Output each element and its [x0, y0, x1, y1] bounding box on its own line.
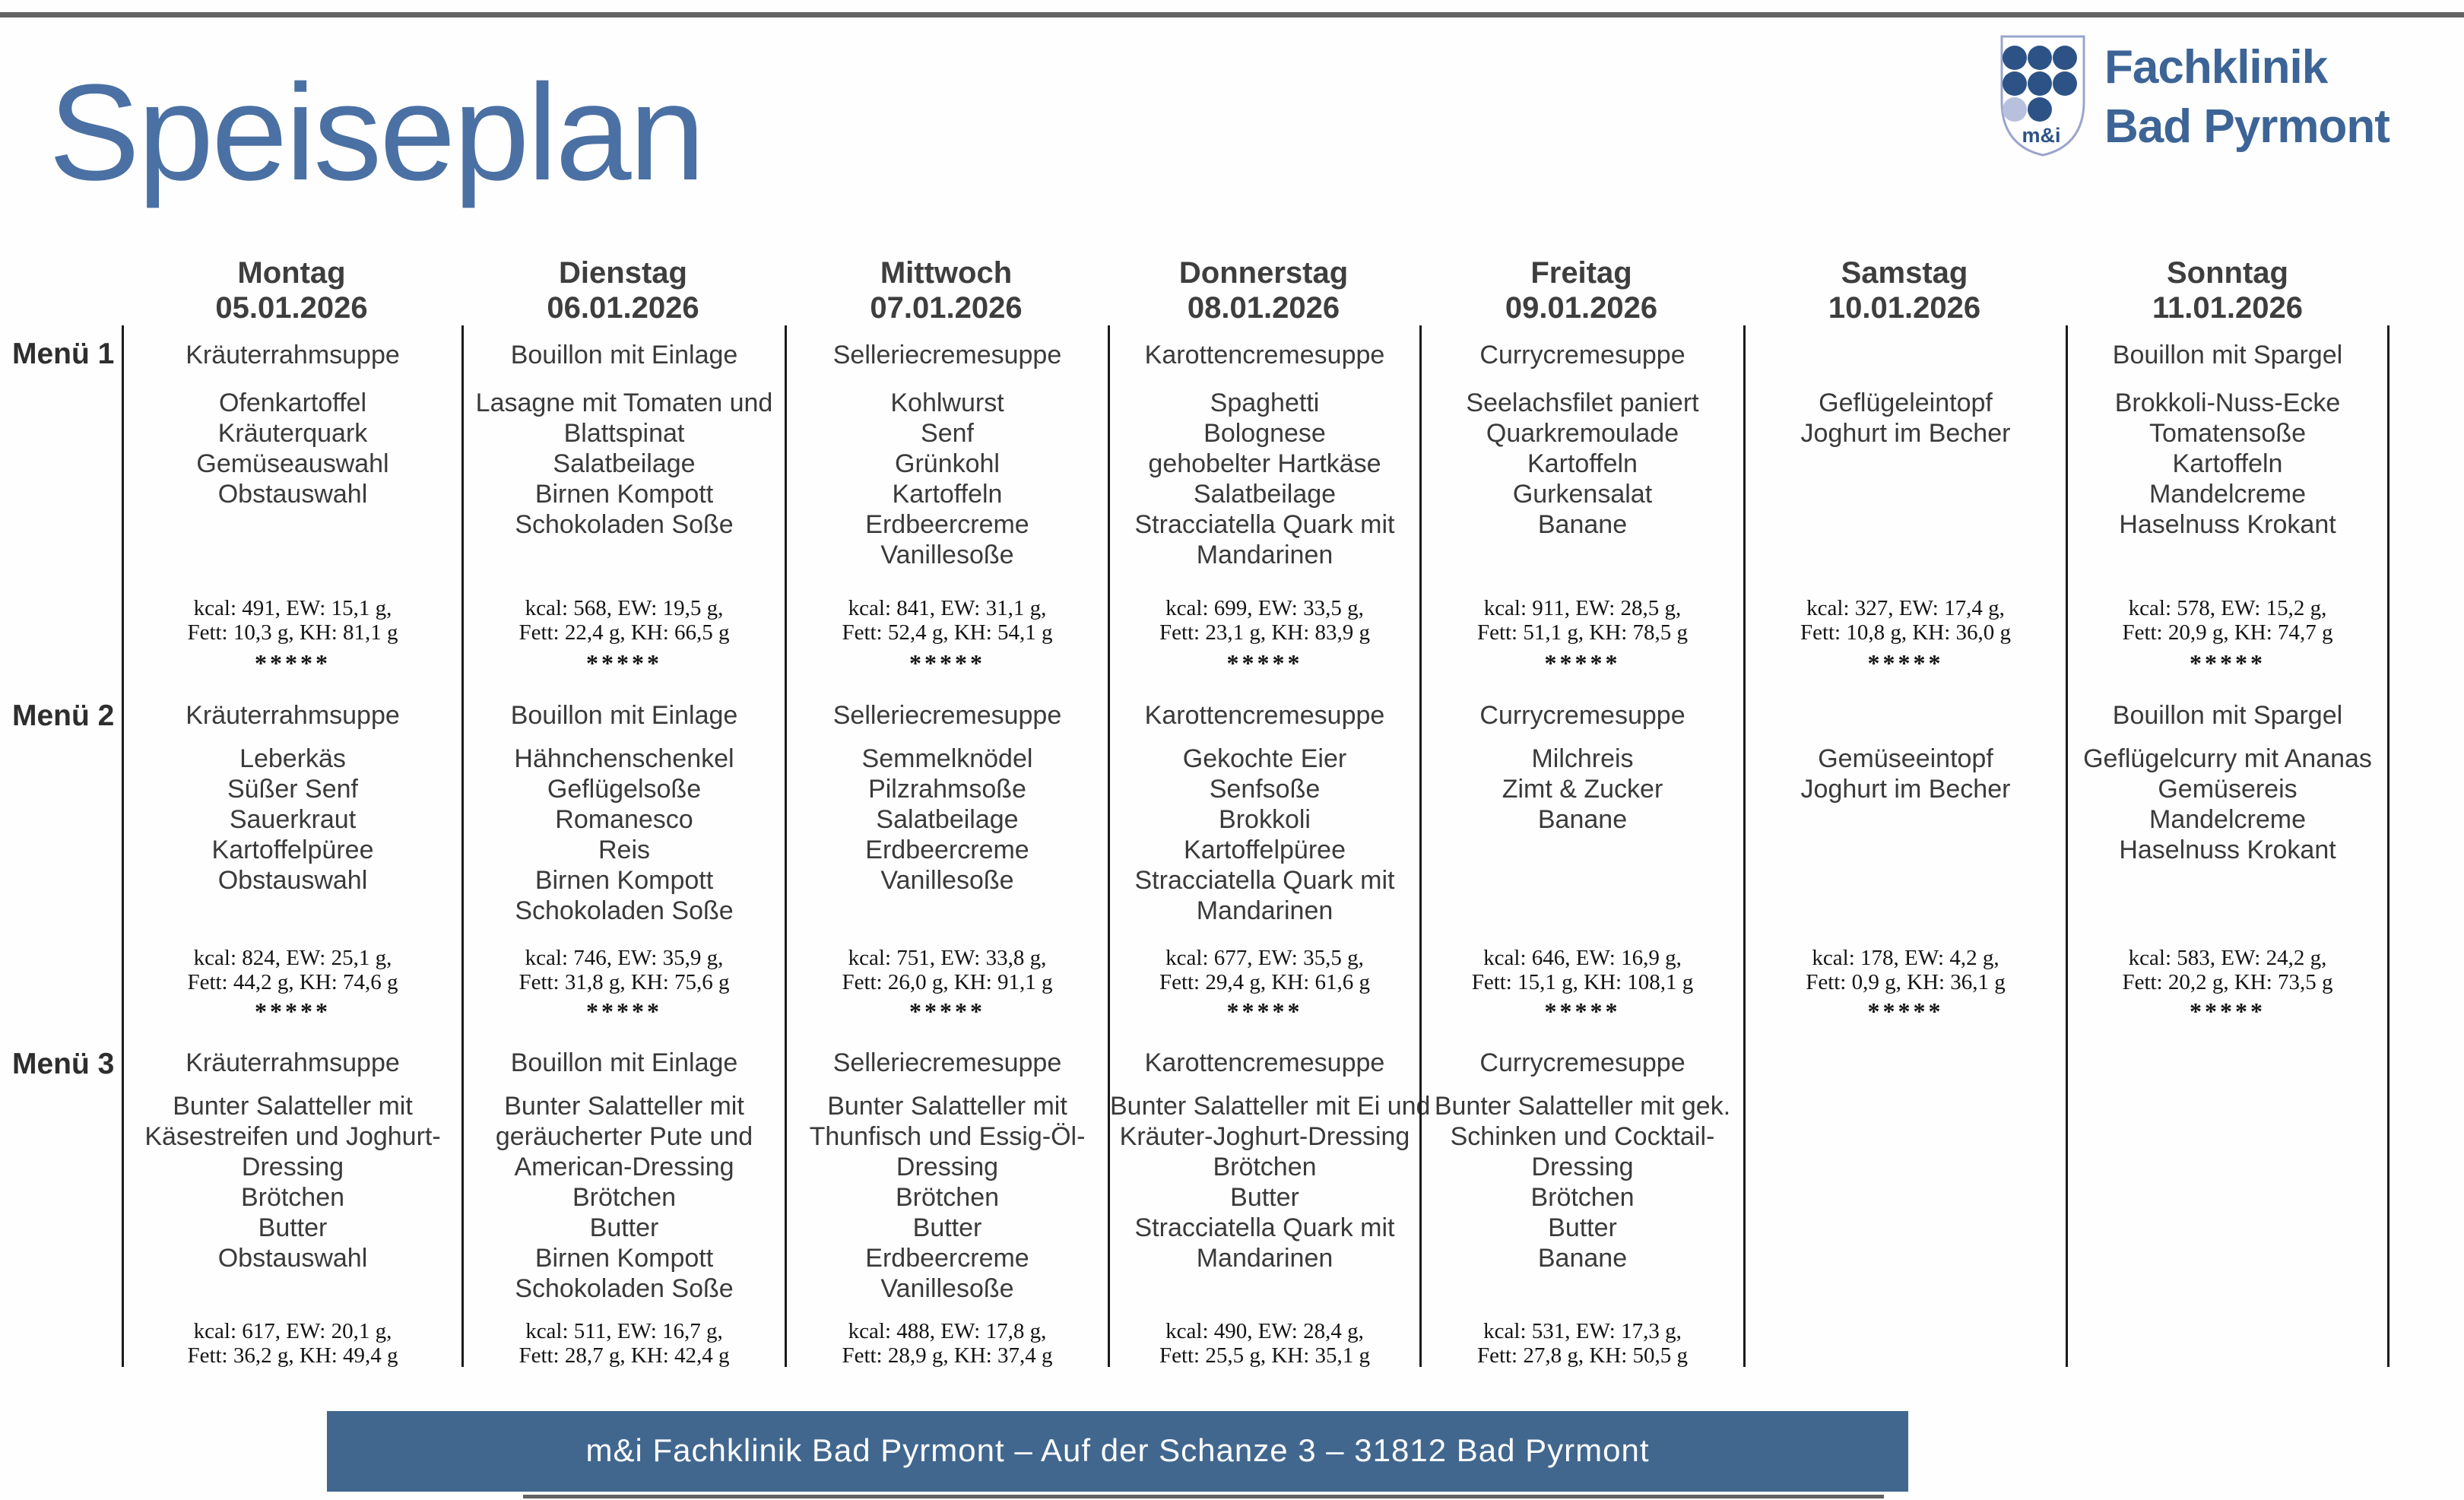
kcal-line: kcal: 568, EW: 19,5 g, [525, 596, 724, 620]
nutrition-info [787, 1319, 1108, 1368]
dish-line: Butter [589, 1213, 659, 1242]
dish-line: Butter [1230, 1183, 1299, 1212]
nutrition-info [124, 596, 461, 645]
dish-line: Butter [912, 1213, 982, 1242]
kcal-line: kcal: 327, EW: 17,4 g, [1806, 596, 2005, 620]
kcal-line: kcal: 751, EW: 33,8 g, [848, 946, 1047, 970]
menu3-dienstag-cell [461, 1038, 785, 1367]
dish-list [2068, 744, 2387, 865]
dish-line: Gemüseauswahl [196, 449, 389, 478]
dish-list [464, 388, 785, 540]
clinic-name-line1: Fachklinik [2104, 41, 2328, 94]
dish-line: Vanillesoße [880, 541, 1014, 569]
dish-line: Stracciatella Quark mit [1134, 866, 1395, 895]
nutrition-info [464, 1319, 785, 1368]
day-header-row [122, 255, 2389, 325]
kcal-line: kcal: 491, EW: 15,1 g, [193, 596, 392, 620]
soup-name: Selleriecremesuppe [832, 701, 1062, 730]
dish-line: Senf [921, 419, 974, 448]
nutrition-info [464, 596, 785, 645]
dish-line: Joghurt im Becher [1800, 775, 2011, 804]
dish-line: Geflügelsoße [547, 775, 702, 804]
nutrition-info [1746, 596, 2066, 645]
soup-name: Karottencremesuppe [1144, 701, 1385, 730]
dish-line: Joghurt im Becher [1800, 419, 2011, 448]
fett-line: Fett: 28,7 g, KH: 42,4 g [518, 1343, 730, 1368]
stars-separator: ***** [586, 649, 662, 677]
dish-line: Bunter Salatteller mit [827, 1092, 1067, 1121]
menu1-montag-cell [122, 325, 461, 692]
nutrition-info [1110, 596, 1419, 645]
menu-label-1: Menü 1 [12, 338, 115, 370]
dish-line: Käsestreifen und Joghurt- [144, 1122, 441, 1151]
nutrition-info [1110, 1319, 1419, 1368]
dish-line: Brötchen [572, 1183, 677, 1212]
dish-line: Bunter Salatteller mit [173, 1092, 413, 1121]
dish-list [124, 388, 461, 509]
soup-name: Bouillon mit Einlage [510, 341, 738, 369]
dish-line: Gurkensalat [1512, 480, 1653, 509]
dish-line: Vanillesoße [880, 1274, 1014, 1303]
dish-line: Milchreis [1531, 744, 1634, 773]
dish-list [1746, 744, 2066, 804]
dish-line: Mandarinen [1196, 541, 1333, 569]
dish-list [124, 1091, 461, 1273]
nutrition-info [124, 946, 461, 994]
shield-label: m&i [2022, 124, 2061, 147]
dish-line: Bolognese [1203, 419, 1326, 448]
dish-line: Mandarinen [1196, 1244, 1333, 1273]
dish-line: Thunfisch und Essig-Öl- [809, 1122, 1086, 1151]
day-date: 07.01.2026 [870, 291, 1023, 325]
day-date: 06.01.2026 [547, 291, 699, 325]
stars-separator: ***** [1867, 649, 1944, 677]
day-date: 09.01.2026 [1505, 291, 1658, 325]
dish-line: Lasagne mit Tomaten und [475, 388, 773, 417]
kcal-line: kcal: 841, EW: 31,1 g, [848, 596, 1047, 620]
dish-line: Semmelknödel [861, 744, 1033, 773]
dish-line: Brokkoli-Nuss-Ecke [2114, 388, 2341, 417]
dish-list [1110, 744, 1419, 926]
dish-line: Birnen Kompott [534, 1244, 714, 1273]
dish-line: Mandelcreme [2149, 805, 2306, 834]
clinic-name [2104, 33, 2389, 161]
kcal-line: kcal: 488, EW: 17,8 g, [848, 1319, 1047, 1343]
soup-name: Karottencremesuppe [1144, 1048, 1385, 1077]
clinic-name-line2: Bad Pyrmont [2104, 100, 2389, 153]
dish-line: Bunter Salatteller mit [504, 1092, 744, 1121]
fett-line: Fett: 51,1 g, KH: 78,5 g [1476, 620, 1689, 645]
fett-line: Fett: 29,4 g, KH: 61,6 g [1159, 970, 1371, 994]
soup-name: Kräuterrahmsuppe [186, 701, 400, 730]
kcal-line: kcal: 677, EW: 35,5 g, [1165, 946, 1364, 970]
menu2-mittwoch-cell [785, 692, 1108, 1038]
day-date: 05.01.2026 [215, 291, 368, 325]
clinic-logo [1998, 33, 2389, 161]
dish-line: Blattspinat [563, 419, 685, 448]
kcal-line: kcal: 824, EW: 25,1 g, [193, 946, 392, 970]
menu-label-3: Menü 3 [12, 1048, 115, 1080]
dish-line: Erdbeercreme [865, 836, 1029, 864]
dish-line: Geflügeleintopf [1819, 388, 1993, 417]
stars-separator: ***** [1226, 649, 1303, 677]
dish-line: Sauerkraut [229, 805, 357, 834]
dish-line: Hähnchenschenkel [514, 744, 734, 773]
dish-line: Kräuter-Joghurt-Dressing [1119, 1122, 1410, 1151]
dish-line: gehobelter Hartkäse [1148, 449, 1381, 478]
kcal-line: kcal: 617, EW: 20,1 g, [193, 1319, 392, 1343]
nutrition-info [1422, 946, 1743, 994]
soup-name: Bouillon mit Spargel [2112, 701, 2343, 730]
fett-line: Fett: 22,4 g, KH: 66,5 g [518, 620, 730, 645]
day-name: Samstag [1841, 256, 1968, 290]
dish-line: Haselnuss Krokant [2119, 836, 2336, 864]
dish-line: Salatbeilage [876, 805, 1019, 834]
day-date: 10.01.2026 [1828, 291, 1981, 325]
day-name: Freitag [1530, 256, 1632, 290]
dish-list [787, 744, 1108, 896]
dish-line: Kartoffeln [892, 480, 1003, 509]
dish-line: Quarkremoulade [1486, 419, 1679, 448]
fett-line: Fett: 28,9 g, KH: 37,4 g [842, 1343, 1053, 1368]
dish-line: Schokoladen Soße [515, 510, 734, 539]
menu1-samstag-cell [1743, 325, 2066, 692]
dish-line: Brötchen [1530, 1183, 1635, 1212]
dish-line: Kartoffelpüree [211, 836, 374, 864]
stars-separator: ***** [255, 649, 331, 677]
dish-line: Banane [1537, 805, 1628, 834]
dish-line: Banane [1537, 510, 1628, 539]
dish-list [464, 1091, 785, 1304]
dish-list [464, 744, 785, 926]
dish-line: Mandarinen [1196, 896, 1333, 925]
dish-line: Mandelcreme [2149, 480, 2306, 509]
dish-line: Butter [258, 1213, 328, 1242]
dish-line: Schinken und Cocktail- [1450, 1122, 1715, 1151]
kcal-line: kcal: 578, EW: 15,2 g, [2128, 596, 2327, 620]
dish-line: Dressing [1531, 1153, 1634, 1181]
kcal-line: kcal: 699, EW: 33,5 g, [1165, 596, 1364, 620]
nutrition-info [1746, 946, 2066, 994]
menu2-dienstag-cell [461, 692, 785, 1038]
dish-line: Stracciatella Quark mit [1134, 1213, 1395, 1242]
scan-edge-top [0, 12, 2464, 17]
soup-name: Kräuterrahmsuppe [186, 341, 400, 369]
dish-line: Vanillesoße [880, 866, 1014, 895]
stars-separator: ***** [2190, 649, 2266, 677]
dish-line: Seelachsfilet paniert [1466, 388, 1699, 417]
kcal-line: kcal: 646, EW: 16,9 g, [1483, 946, 1682, 970]
nutrition-info [787, 946, 1108, 994]
stars-separator: ***** [255, 997, 331, 1025]
fett-line: Fett: 27,8 g, KH: 50,5 g [1476, 1343, 1689, 1368]
fett-line: Fett: 52,4 g, KH: 54,1 g [842, 620, 1053, 645]
footer-address-bar: m&i Fachklinik Bad Pyrmont – Auf der Schanze 3 – 31812 Bad Pyrmont [327, 1411, 1908, 1492]
menu1-dienstag-cell [461, 325, 785, 692]
soup-name: Bouillon mit Spargel [2112, 341, 2343, 369]
dish-line: Leberkäs [239, 744, 346, 773]
soup-name: Selleriecremesuppe [832, 1048, 1062, 1077]
menu2-freitag-cell [1419, 692, 1743, 1038]
nutrition-info [464, 946, 785, 994]
menu3-montag-cell [122, 1038, 461, 1367]
dish-line: Bunter Salatteller mit gek. [1434, 1092, 1731, 1121]
menu3-freitag-cell [1419, 1038, 1743, 1367]
dish-line: Erdbeercreme [865, 510, 1029, 539]
stars-separator: ***** [586, 997, 662, 1025]
nutrition-info [1422, 596, 1743, 645]
dish-list [124, 744, 461, 896]
menu1-freitag-cell [1419, 325, 1743, 692]
menu2-samstag-cell [1743, 692, 2066, 1038]
menu2-sonntag-cell [2066, 692, 2389, 1038]
menu3-sonntag-cell [2066, 1038, 2389, 1367]
fett-line: Fett: 23,1 g, KH: 83,9 g [1159, 620, 1371, 645]
soup-name: Bouillon mit Einlage [510, 1048, 738, 1077]
kcal-line: kcal: 178, EW: 4,2 g, [1812, 946, 1999, 970]
menu1-mittwoch-cell [785, 325, 1108, 692]
dish-list [1422, 1091, 1743, 1273]
dish-line: Tomatensoße [2149, 419, 2306, 448]
fett-line: Fett: 10,3 g, KH: 81,1 g [187, 620, 398, 645]
kcal-line: kcal: 911, EW: 28,5 g, [1483, 596, 1682, 620]
dish-list [2068, 388, 2387, 540]
dish-line: Pilzrahmsoße [868, 775, 1026, 804]
soup-name: Karottencremesuppe [1144, 341, 1385, 369]
day-name: Mittwoch [880, 256, 1013, 290]
dish-line: Banane [1537, 1244, 1628, 1273]
day-date: 08.01.2026 [1187, 291, 1340, 325]
dish-list [1746, 388, 2066, 449]
dish-line: geräucherter Pute und [495, 1122, 753, 1151]
dish-line: Haselnuss Krokant [2119, 510, 2336, 539]
fett-line: Fett: 26,0 g, KH: 91,1 g [842, 970, 1053, 994]
kcal-line: kcal: 490, EW: 28,4 g, [1165, 1319, 1364, 1343]
day-header-sonntag [2066, 255, 2389, 325]
dish-list [1422, 744, 1743, 835]
day-header-dienstag [461, 255, 785, 325]
dish-line: Bunter Salatteller mit Ei und [1110, 1092, 1431, 1121]
dish-list [1422, 388, 1743, 540]
day-header-freitag [1419, 255, 1743, 325]
dish-line: Erdbeercreme [865, 1244, 1029, 1273]
dish-line: Kräuterquark [217, 419, 368, 448]
day-header-montag [122, 255, 461, 325]
day-header-donnerstag [1108, 255, 1419, 325]
stars-separator: ***** [909, 997, 985, 1025]
dish-line: Brötchen [895, 1183, 1000, 1212]
soup-name: Currycremesuppe [1479, 1048, 1685, 1077]
dish-line: Kartoffeln [2172, 449, 2283, 478]
dish-line: Obstauswahl [217, 480, 368, 509]
fett-line: Fett: 15,1 g, KH: 108,1 g [1471, 970, 1694, 994]
day-date: 11.01.2026 [2152, 291, 2303, 325]
kcal-line: kcal: 511, EW: 16,7 g, [525, 1319, 723, 1343]
nutrition-info [124, 1319, 461, 1368]
dish-line: Romanesco [555, 805, 693, 834]
dish-line: Salatbeilage [1193, 480, 1337, 509]
dish-list [787, 388, 1108, 570]
dish-list [787, 1091, 1108, 1304]
nutrition-info [2068, 946, 2387, 994]
dish-line: Kartoffeln [1527, 449, 1638, 478]
day-name: Montag [237, 256, 346, 290]
kcal-line: kcal: 746, EW: 35,9 g, [525, 946, 724, 970]
fett-line: Fett: 10,8 g, KH: 36,0 g [1800, 620, 2012, 645]
dish-line: Brötchen [240, 1183, 345, 1212]
kcal-line: kcal: 583, EW: 24,2 g, [2128, 946, 2327, 970]
stars-separator: ***** [1226, 997, 1303, 1025]
dish-line: Zimt & Zucker [1502, 775, 1663, 804]
day-name: Dienstag [559, 256, 687, 290]
dish-line: Brötchen [1213, 1153, 1317, 1181]
dish-line: Grünkohl [895, 449, 1000, 478]
dish-list [1110, 1091, 1431, 1273]
dish-list [1110, 388, 1419, 570]
nutrition-info [2068, 596, 2387, 645]
menu3-donnerstag-cell [1108, 1038, 1431, 1368]
dish-line: Kartoffelpüree [1184, 836, 1346, 864]
dish-line: Senfsoße [1209, 775, 1321, 804]
stars-separator: ***** [1867, 997, 1944, 1025]
soup-name: Selleriecremesuppe [832, 341, 1062, 369]
dish-line: Birnen Kompott [534, 866, 714, 895]
dish-line: Gekochte Eier [1182, 744, 1347, 773]
stars-separator: ***** [1544, 649, 1621, 677]
menu2-montag-cell [122, 692, 461, 1038]
fett-line: Fett: 25,5 g, KH: 35,1 g [1159, 1343, 1371, 1368]
dish-line: Obstauswahl [217, 866, 368, 895]
menu2-donnerstag-cell [1108, 692, 1419, 1038]
fett-line: Fett: 20,9 g, KH: 74,7 g [2122, 620, 2333, 645]
dish-line: Dressing [896, 1153, 999, 1181]
nutrition-info [787, 596, 1108, 645]
dish-line: Süßer Senf [227, 775, 358, 804]
stars-separator: ***** [909, 649, 985, 677]
dish-line: Geflügelcurry mit Ananas [2083, 744, 2372, 773]
fett-line: Fett: 20,2 g, KH: 73,5 g [2122, 970, 2333, 994]
dish-line: Gemüsereis [2158, 775, 2298, 804]
dish-line: Stracciatella Quark mit [1134, 510, 1395, 539]
dish-line: Brokkoli [1219, 805, 1311, 834]
nutrition-info [1110, 946, 1419, 994]
dish-line: Butter [1548, 1213, 1617, 1242]
mi-shield-icon [1998, 33, 2088, 161]
day-header-samstag [1743, 255, 2066, 325]
dish-line: Gemüseeintopf [1818, 744, 1993, 773]
dish-line: Obstauswahl [217, 1244, 368, 1273]
stars-separator: ***** [1544, 997, 1621, 1025]
dish-line: Salatbeilage [553, 449, 696, 478]
menu1-sonntag-cell [2066, 325, 2389, 692]
soup-name: Bouillon mit Einlage [510, 701, 738, 730]
day-name: Sonntag [2167, 256, 2288, 290]
menu3-samstag-cell [1743, 1038, 2066, 1367]
soup-name: Currycremesuppe [1479, 701, 1685, 730]
scan-edge-bottom [523, 1495, 1884, 1498]
fett-line: Fett: 36,2 g, KH: 49,4 g [187, 1343, 398, 1368]
fett-line: Fett: 44,2 g, KH: 74,6 g [187, 970, 398, 994]
menu-label-2: Menü 2 [12, 699, 115, 732]
soup-name: Currycremesuppe [1479, 341, 1685, 369]
menu-grid [122, 325, 2389, 1367]
menu1-donnerstag-cell [1108, 325, 1419, 692]
kcal-line: kcal: 531, EW: 17,3 g, [1483, 1319, 1682, 1343]
dish-line: Schokoladen Soße [515, 1274, 734, 1303]
day-name: Donnerstag [1178, 256, 1349, 290]
stars-separator: ***** [2190, 997, 2266, 1025]
menu3-mittwoch-cell [785, 1038, 1108, 1367]
fett-line: Fett: 31,8 g, KH: 75,6 g [518, 970, 730, 994]
dish-line: Dressing [241, 1153, 344, 1181]
dish-line: Reis [598, 836, 651, 864]
nutrition-info [1422, 1319, 1743, 1368]
soup-name: Kräuterrahmsuppe [186, 1048, 400, 1077]
day-header-mittwoch [785, 255, 1108, 325]
fett-line: Fett: 0,9 g, KH: 36,1 g [1806, 970, 2006, 994]
dish-line: Ofenkartoffel [218, 388, 367, 417]
page-title: Speiseplan [49, 56, 703, 209]
dish-line: Birnen Kompott [534, 480, 714, 509]
dish-line: Spaghetti [1210, 388, 1320, 417]
dish-line: Kohlwurst [890, 388, 1004, 417]
dish-line: Schokoladen Soße [515, 896, 734, 925]
dish-line: American-Dressing [514, 1153, 734, 1181]
